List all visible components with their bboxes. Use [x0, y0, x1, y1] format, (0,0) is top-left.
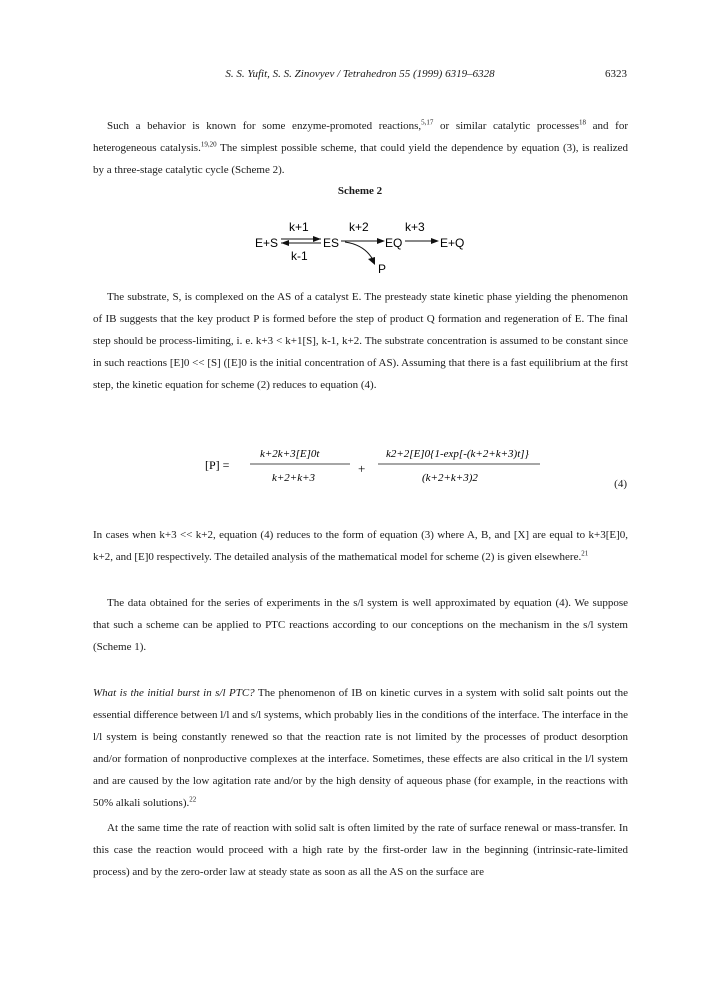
section-lead-question: What is the initial burst in s/l PTC?	[93, 687, 255, 699]
page-number: 6323	[605, 68, 627, 80]
rate-k2: k+2	[349, 220, 369, 234]
species-eq: EQ	[385, 236, 403, 250]
paragraph-4	[93, 592, 628, 658]
intro-paragraph	[93, 115, 628, 181]
paragraph-2	[93, 286, 628, 396]
species-es: ES	[323, 236, 340, 250]
rate-k3: k+3	[405, 220, 425, 234]
paragraph-4-text: The data obtained for the series of experiments in the s/l system is well approximated by equation (4). We suppose that such a scheme can be applied to PTC reactions according to our conceptions on the mechanism in the s/l system (Scheme 1).	[93, 597, 628, 653]
species-e-plus-q: E+Q	[440, 236, 465, 250]
intro-text-d: The simplest possible scheme, that could yield the dependence by equation (3), is realized by a three-stage catalytic cycle (Scheme 2).	[93, 142, 629, 176]
citation: 22	[189, 795, 197, 804]
term1-numerator: k+2k+3[E]0t	[260, 448, 320, 460]
arrowhead	[281, 240, 289, 246]
arrowhead	[377, 238, 385, 244]
species-e-plus-s: E+S	[255, 236, 279, 250]
arrowhead	[313, 236, 321, 242]
equation-number: (4)	[614, 478, 627, 490]
rate-k-1: k-1	[291, 249, 308, 263]
paragraph-2-text: The substrate, S, is complexed on the AS of a catalyst E. The presteady state kinetic phase yielding the phenomenon of IB suggests that the key product P is formed before the step of product Q formation and regeneration of E. The final step should be process-limiting, i. e. k+3 < k+1[S], k-1, k+2. The substrate concentration is assumed to be constant since in such reactions [E]0 << [S] ([E]0 is the initial concentration of AS). Assuming that there is a fast equilibrium at the first step, the kinetic equation for scheme (2) reduces to equation (4).	[93, 291, 628, 391]
citation: 5,17	[421, 118, 434, 127]
reaction-scheme	[255, 205, 485, 285]
arrowhead	[431, 238, 439, 244]
citation: 18	[579, 118, 587, 127]
term1-denominator: k+2+k+3	[272, 472, 316, 484]
paragraph-3	[93, 524, 628, 568]
branch-arrow-to-p	[345, 242, 373, 260]
arrowhead	[368, 257, 375, 265]
citation: 19,20	[200, 140, 217, 149]
intro-text-a: Such a behavior is known for some enzyme-promoted reactions,	[107, 120, 422, 132]
scheme-title: Scheme 2	[337, 185, 383, 197]
intro-text-b: or similar catalytic processes	[433, 120, 580, 132]
intro-text-c: and for heterogeneous catalysis.	[93, 120, 629, 154]
equation-plus: +	[358, 461, 366, 476]
paragraph-6	[93, 817, 628, 883]
species-p: P	[378, 262, 387, 276]
citation: 21	[581, 549, 589, 558]
paragraph-5	[93, 682, 628, 814]
paragraph-6-text: At the same time the rate of reaction with solid salt is often limited by the rate of surface renewal or mass-transfer. In this case the reaction would proceed with a high rate by the first-order law in the beginning (intrinsic-rate-limited process) and by the zero-order law at steady state as soon as all the AS on the surface are	[93, 822, 628, 878]
rate-k1: k+1	[289, 220, 309, 234]
equation-4	[200, 433, 630, 503]
term2-numerator: k2+2[E]0{1-exp[-(k+2+k+3)t]}	[386, 448, 529, 460]
paragraph-5-text: The phenomenon of IB on kinetic curves in a system with solid salt points out the essential difference between l/l and s/l systems, which probably lies in the conditions of the interface. The interface in the l/l system is being constantly renewed so that the reaction rate is not limited by the processes of product desorption and/or formation of nonproductive complexes at the interface. Sometimes, these effects are also critical in the l/l system and are caused by the low agitation rate and/or by the high density of aqueous phase (for example, in the reactions with 50% alkali solutions).	[93, 687, 628, 809]
paragraph-3-text: In cases when k+3 << k+2, equation (4) reduces to the form of equation (3) where A, B, and [X] are equal to k+3[E]0, k+2, and [E]0 respectively. The detailed analysis of the mathematical model for scheme (2) is given elsewhere.	[93, 529, 628, 563]
running-title: S. S. Yufit, S. S. Zinovyev / Tetrahedron 55 (1999) 6319–6328	[225, 68, 495, 80]
equation-lhs: [P] =	[205, 458, 230, 472]
term2-denominator: (k+2+k+3)2	[422, 472, 478, 484]
